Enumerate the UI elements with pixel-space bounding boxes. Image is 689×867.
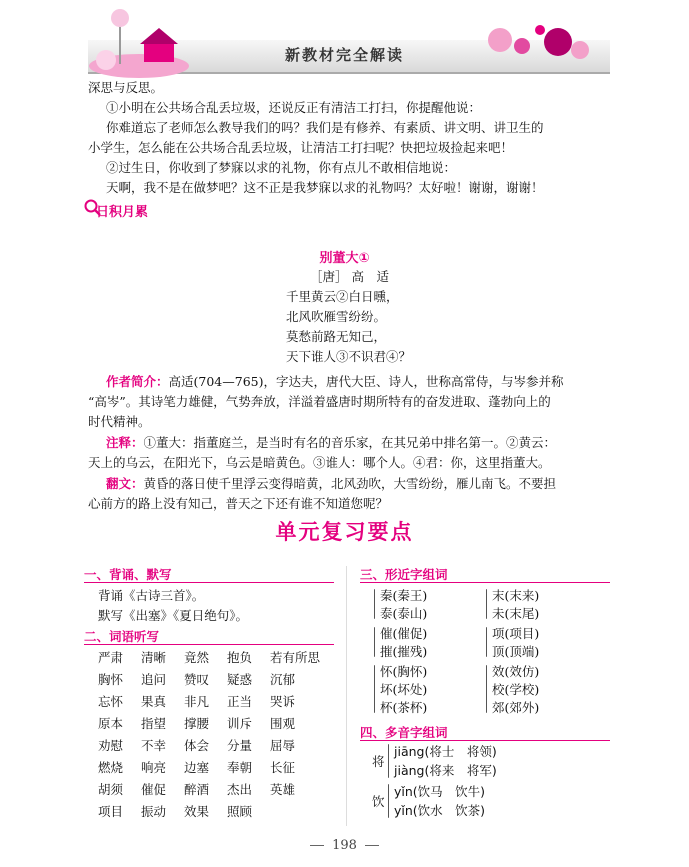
section-similar-chars-heading: 三、形近字组词 (360, 567, 448, 582)
intro-item1-c: 小学生，怎么能在公共场合乱丢垃圾，让清洁工打扫呢？快把垃圾捡起来吧！ (88, 140, 514, 155)
author-intro-line-2: “高岑”。其诗笔力雄健，气势奔放，洋溢着盛唐时期所特有的奋发进取、蓬勃向上的 (88, 394, 551, 409)
similar-char-item: 泰(泰山) (380, 606, 428, 621)
intro-item1-b: 你难道忘了老师怎么教导我们的吗？我们是有修养、有素质、讲文明、讲卫生的 (106, 120, 544, 135)
similar-char-item: 秦(秦王) (380, 588, 428, 603)
section-dictation-heading: 二、词语听写 (84, 629, 160, 644)
brace (486, 627, 487, 657)
poem-line: 北风吹雁雪纷纷。 (286, 309, 387, 324)
similar-char-item: 顶(顶端) (492, 644, 540, 659)
author-intro-label: 作者简介： (106, 374, 169, 389)
notes-label: 注释： (106, 435, 144, 450)
vocab-row: 燃烧 响亮 边塞 奉朝 长征 (98, 760, 296, 775)
vocab-row: 劝慰 不幸 体会 分量 屈辱 (98, 738, 296, 753)
poem-title: 别董大① (319, 251, 370, 266)
unit-review-title: 单元复习要点 (275, 520, 414, 544)
poem-author: ［唐］ 高 适 (310, 269, 389, 284)
section-underline (84, 582, 334, 583)
vocab-row: 项目 振动 效果 照顾 (98, 804, 253, 819)
brace (374, 665, 375, 713)
recite-line-2: 默写《出塞》《夏日绝句》。 (98, 608, 249, 623)
vocab-row: 胡须 催促 醉酒 杰出 英雄 (98, 782, 296, 797)
translation-line-2: 心前方的路上没有知己，普天之下还有谁不知道您呢？ (88, 496, 389, 511)
vocab-row: 原本 指望 撑腰 训斥 围观 (98, 716, 296, 731)
column-divider (346, 566, 347, 826)
polyphonic-reading: jiāng(将士 将领) (394, 744, 497, 759)
brace (486, 665, 487, 713)
poem-line: 千里黄云②白日曛， (286, 289, 399, 304)
translation-line-1: 翻文：黄昏的落日使千里浮云变得暗黄，北风劲吹，大雪纷纷，雁儿南飞。不要担 (106, 476, 557, 491)
polyphonic-reading: jiàng(将来 将军) (394, 763, 497, 778)
similar-char-item: 郊(郊外) (492, 700, 540, 715)
poem-line: 天下谁人③不识君④？ (286, 349, 412, 364)
header-house-illustration (84, 0, 194, 78)
vocab-row: 严肃 清晰 竟然 抱负 若有所思 (98, 650, 321, 665)
brace (388, 744, 389, 778)
polyphonic-reading: yǐn(饮马 饮牛) (394, 784, 486, 799)
daily-accumulation-tag: 日积月累 (96, 205, 149, 220)
similar-char-item: 杯(茶杯) (380, 700, 428, 715)
section-recite-heading: 一、背诵、默写 (84, 567, 172, 582)
section-polyphonic-heading: 四、多音字组词 (360, 725, 448, 740)
header-bubbles-illustration (470, 0, 600, 78)
brace (388, 784, 389, 818)
intro-item2-a: ②过生日，你收到了梦寐以求的礼物，你有点儿不敢相信地说： (106, 160, 457, 175)
author-intro-line-3: 时代精神。 (88, 414, 151, 429)
brace (486, 589, 487, 619)
polyphonic-reading: yǐn(饮水 饮茶) (394, 803, 486, 818)
recite-line-1: 背诵《古诗三首》。 (98, 588, 205, 603)
poem-line: 莫愁前路无知己， (286, 329, 387, 344)
author-intro-line-1: 作者简介：高适(704—765)，字达夫，唐代大臣、诗人，世称高常侍，与岑参并称 (106, 374, 564, 389)
similar-char-item: 校(学校) (492, 682, 540, 697)
translation-label: 翻文： (106, 476, 144, 491)
section-underline (360, 582, 610, 583)
brace (374, 627, 375, 657)
page-number: 198 (0, 838, 689, 853)
intro-item2-b: 天啊，我不是在做梦吧？这不正是我梦寐以求的礼物吗？太好啦！谢谢，谢谢！ (106, 180, 544, 195)
vocab-row: 忘怀 果真 非凡 正当 哭诉 (98, 694, 296, 709)
polyphonic-char-jiang: 将 (372, 754, 385, 769)
similar-char-item: 未(末尾) (492, 606, 540, 621)
similar-char-item: 摧(摧残) (380, 644, 428, 659)
section-underline (360, 740, 610, 741)
brace (374, 589, 375, 619)
similar-char-item: 催(催促) (380, 626, 428, 641)
vocab-row: 胸怀 追问 赞叹 疑惑 沉郁 (98, 672, 296, 687)
notes-line-2: 天上的乌云，在阳光下，乌云是暗黄色。③谁人：哪个人。④君：你，这里指董大。 (88, 455, 551, 470)
page-header (0, 0, 689, 78)
similar-char-item: 项(项目) (492, 626, 540, 641)
notes-line-1: 注释：①董大：指董庭兰，是当时有名的音乐家，在其兄弟中排名第一。②黄云： (106, 435, 557, 450)
intro-line-0: 深思与反思。 (88, 80, 164, 95)
header-title: 新教材完全解读 (284, 46, 404, 64)
similar-char-item: 末(末来) (492, 588, 540, 603)
polyphonic-char-yin: 饮 (372, 794, 385, 809)
similar-char-item: 坏(坏处) (380, 682, 428, 697)
intro-item1-a: ①小明在公共场合乱丢垃圾，还说反正有清洁工打扫，你提醒他说： (106, 100, 482, 115)
similar-char-item: 怀(胸怀) (380, 664, 428, 679)
similar-char-item: 效(效仿) (492, 664, 540, 679)
section-underline (84, 644, 334, 645)
